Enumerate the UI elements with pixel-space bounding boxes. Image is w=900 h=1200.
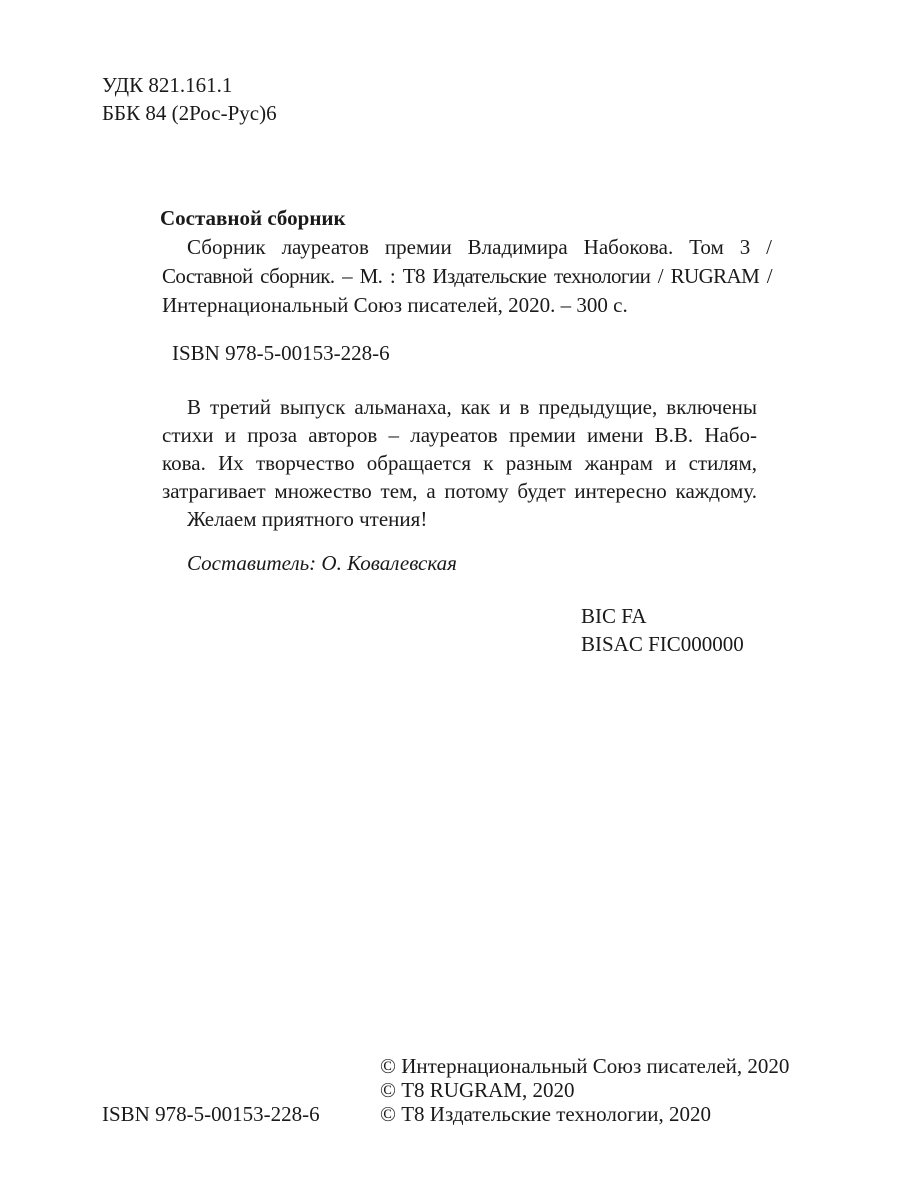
bic-code: BIC FA (581, 604, 647, 628)
bibliography-line-3: Интернациональный Союз писателей, 2020. – 300 с. (162, 293, 628, 317)
footer-isbn: ISBN 978-5-00153-228-6 (102, 1102, 320, 1126)
annotation-line-4: затрагивает множество тем, а потому будет интересно каждому. (162, 479, 757, 503)
bbk-code: ББК 84 (2Рос-Рус)6 (102, 101, 277, 125)
bibliography-heading: Составной сборник (160, 206, 346, 230)
udk-code: УДК 821.161.1 (102, 73, 233, 97)
bibliography-line-2: Составной сборник. – М. : Т8 Издательские технологии / RUGRAM / (162, 264, 772, 288)
annotation-line-1: В третий выпуск альманаха, как и в предыдущие, включены (187, 395, 757, 419)
copyright-line-2: © Т8 RUGRAM, 2020 (380, 1078, 575, 1102)
bibliography-isbn: ISBN 978-5-00153-228-6 (172, 341, 390, 365)
annotation-line-5: Желаем приятного чтения! (187, 507, 428, 531)
annotation-line-2: стихи и проза авторов – лауреатов премии имени В.В. Набо- (162, 423, 757, 447)
compiler-credit: Составитель: О. Ковалевская (187, 551, 457, 575)
copyright-line-1: © Интернациональный Союз писателей, 2020 (380, 1054, 790, 1078)
bisac-code: BISAC FIC000000 (581, 632, 744, 656)
bibliography-line-1: Сборник лауреатов премии Владимира Набокова. Том 3 / (187, 235, 772, 259)
copyright-line-3: © Т8 Издательские технологии, 2020 (380, 1102, 711, 1126)
annotation-line-3: кова. Их творчество обращается к разным жанрам и стилям, (162, 451, 757, 475)
